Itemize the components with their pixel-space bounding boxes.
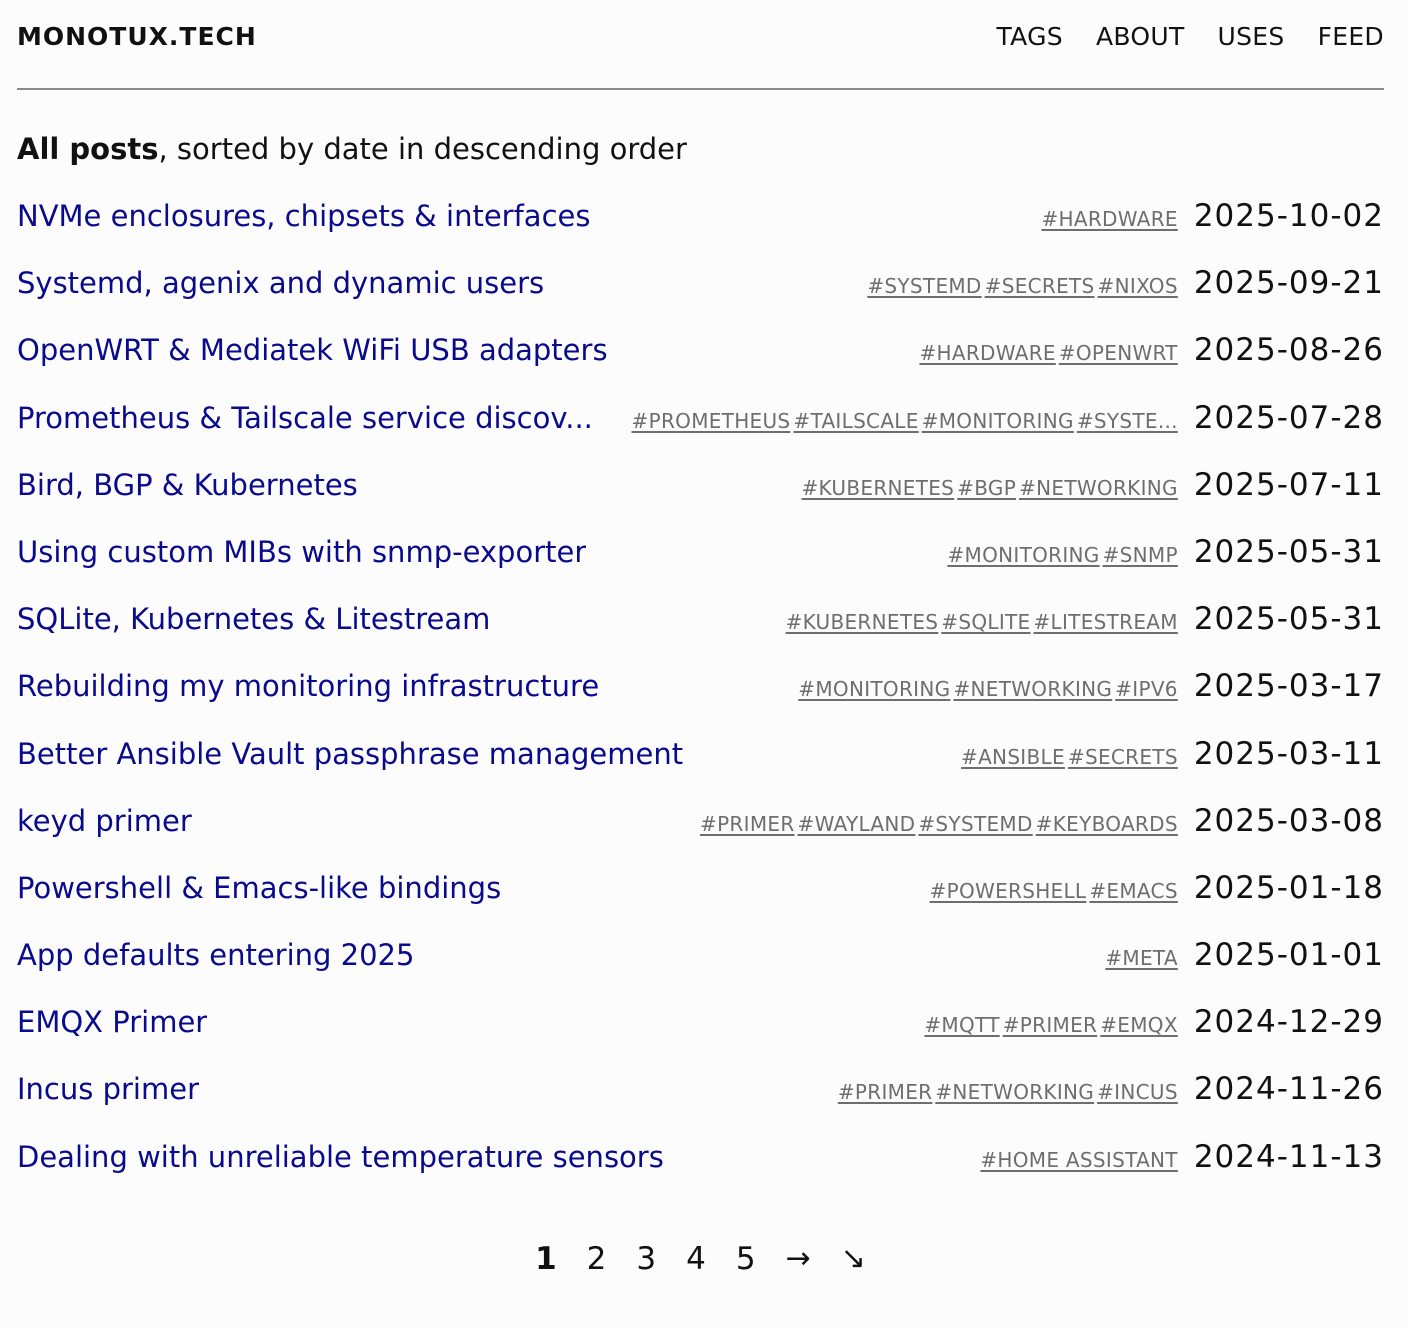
tag-link[interactable]: #HOME ASSISTANT <box>980 1147 1178 1172</box>
tag-link[interactable]: #META <box>1105 946 1178 971</box>
post-row <box>17 1139 1384 1206</box>
post-title-link[interactable]: Systemd, agenix and dynamic users <box>17 266 545 301</box>
nav-feed[interactable]: FEED <box>1317 22 1384 51</box>
tag-link[interactable]: #NETWORKING <box>953 677 1113 702</box>
tag-link[interactable]: #MQTT <box>924 1013 1000 1038</box>
post-row <box>17 668 1384 735</box>
post-title-link[interactable]: Prometheus & Tailscale service discov... <box>17 400 593 435</box>
tag-link[interactable]: #KUBERNETES <box>785 610 939 635</box>
post-date: 2025-05-31 <box>1193 533 1384 570</box>
post-date: 2024-11-26 <box>1193 1071 1384 1108</box>
nav-tags[interactable]: TAGS <box>996 22 1063 51</box>
intro-bold: All posts <box>17 132 159 166</box>
post-row <box>17 400 1384 467</box>
tag-link[interactable]: #SQLITE <box>941 610 1031 635</box>
post-tags <box>664 1148 1178 1172</box>
post-row <box>17 467 1384 534</box>
site-title-link[interactable]: MONOTUX.TECH <box>17 22 257 51</box>
tag-link[interactable]: #SNMP <box>1102 542 1178 567</box>
post-tags <box>683 745 1178 769</box>
post-tags <box>490 610 1177 634</box>
tag-link[interactable]: #OPENWRT <box>1058 341 1178 366</box>
post-date: 2025-03-17 <box>1193 668 1384 705</box>
post-tags <box>586 543 1178 567</box>
tag-link[interactable]: #SYSTEMD <box>918 811 1033 836</box>
post-date: 2025-03-11 <box>1193 735 1384 772</box>
post-title-link[interactable]: Using custom MIBs with snmp-exporter <box>17 534 587 569</box>
post-date: 2025-01-01 <box>1193 937 1384 974</box>
post-tags <box>192 812 1178 836</box>
post-title-link[interactable]: Incus primer <box>17 1072 199 1107</box>
post-date: 2025-07-28 <box>1193 399 1384 436</box>
post-tags <box>207 1013 1178 1037</box>
tag-link[interactable]: #MONITORING <box>947 542 1100 567</box>
tag-link[interactable]: #SECRETS <box>1067 744 1178 769</box>
tag-link[interactable]: #IPV6 <box>1115 677 1178 702</box>
post-date: 2025-07-11 <box>1193 466 1384 503</box>
tag-link[interactable]: #SYSTE... <box>1076 408 1178 433</box>
post-title-link[interactable]: keyd primer <box>17 803 192 838</box>
post-row <box>17 937 1384 1004</box>
post-date: 2025-01-18 <box>1193 869 1384 906</box>
post-date: 2025-10-02 <box>1193 198 1384 234</box>
intro-text: , sorted by date in descending order <box>158 132 687 166</box>
tag-link[interactable]: #BGP <box>957 475 1017 500</box>
tag-link[interactable]: #TAILSCALE <box>793 408 919 433</box>
post-date: 2025-08-26 <box>1193 332 1384 369</box>
post-row <box>17 803 1384 870</box>
page <box>17 0 1384 1279</box>
post-title-link[interactable]: Powershell & Emacs-like bindings <box>17 870 502 905</box>
tag-link[interactable]: #HARDWARE <box>1041 207 1178 231</box>
tag-link[interactable]: #SECRETS <box>984 274 1095 299</box>
last-page-arrow-icon[interactable]: ↘ <box>840 1240 866 1276</box>
tag-link[interactable]: #PROMETHEUS <box>631 408 791 433</box>
tag-link[interactable]: #MONITORING <box>798 677 951 702</box>
tag-link[interactable]: #PRIMER <box>700 811 795 836</box>
page-intro <box>17 131 1384 167</box>
post-date: 2024-11-13 <box>1193 1138 1384 1175</box>
post-row <box>17 1004 1384 1071</box>
top-nav <box>964 22 1384 52</box>
page-link-1[interactable]: 1 <box>535 1240 557 1277</box>
post-date: 2025-05-31 <box>1193 601 1384 638</box>
tag-link[interactable]: #LITESTREAM <box>1033 610 1178 635</box>
page-link-3[interactable]: 3 <box>636 1240 657 1277</box>
post-list <box>17 198 1384 1206</box>
post-tags <box>590 207 1177 231</box>
post-row <box>17 332 1384 399</box>
post-title-link[interactable]: Dealing with unreliable temperature sensors <box>17 1139 664 1174</box>
tag-link[interactable]: #NETWORKING <box>935 1080 1095 1105</box>
post-title-link[interactable]: NVMe enclosures, chipsets & interfaces <box>17 199 591 233</box>
tag-link[interactable]: #POWERSHELL <box>929 878 1087 903</box>
post-title-link[interactable]: OpenWRT & Mediatek WiFi USB adapters <box>17 333 608 368</box>
tag-link[interactable]: #INCUS <box>1097 1080 1178 1105</box>
page-link-4[interactable]: 4 <box>686 1240 706 1277</box>
pagination <box>17 1239 1384 1279</box>
post-tags <box>593 409 1178 433</box>
tag-link[interactable]: #NIXOS <box>1097 274 1178 299</box>
post-tags <box>608 341 1178 365</box>
post-date: 2025-09-21 <box>1193 265 1384 302</box>
tag-link[interactable]: #HARDWARE <box>919 341 1056 366</box>
post-title-link[interactable]: App defaults entering 2025 <box>17 938 415 973</box>
post-row <box>17 198 1384 265</box>
tag-link[interactable]: #KEYBOARDS <box>1035 811 1178 836</box>
tag-link[interactable]: #KUBERNETES <box>801 475 955 500</box>
post-row <box>17 601 1384 668</box>
tag-link[interactable]: #MONITORING <box>921 408 1074 433</box>
post-title-link[interactable]: Better Ansible Vault passphrase management <box>17 736 684 771</box>
nav-about[interactable]: ABOUT <box>1095 22 1185 51</box>
post-tags <box>358 476 1178 500</box>
tag-link[interactable]: #NETWORKING <box>1019 475 1178 500</box>
post-row <box>17 265 1384 332</box>
post-title-link[interactable]: Rebuilding my monitoring infrastructure <box>17 669 600 704</box>
post-title-link[interactable]: Bird, BGP & Kubernetes <box>17 467 358 502</box>
page-link-2[interactable]: 2 <box>586 1240 607 1277</box>
nav-uses[interactable]: USES <box>1217 22 1285 51</box>
tag-link[interactable]: #EMACS <box>1089 878 1178 903</box>
post-tags <box>599 677 1178 701</box>
tag-link[interactable]: #ANSIBLE <box>961 744 1065 769</box>
post-date: 2024-12-29 <box>1193 1004 1384 1041</box>
post-title-link[interactable]: EMQX Primer <box>17 1005 208 1040</box>
post-row <box>17 736 1384 803</box>
post-row <box>17 534 1384 601</box>
post-tags <box>199 1080 1178 1104</box>
post-tags <box>501 879 1178 903</box>
post-title-link[interactable]: SQLite, Kubernetes & Litestream <box>17 602 491 637</box>
post-row <box>17 870 1384 937</box>
tag-link[interactable]: #PRIMER <box>837 1080 933 1105</box>
tag-link[interactable]: #PRIMER <box>1002 1013 1098 1038</box>
post-date: 2025-03-08 <box>1193 802 1384 839</box>
post-tags <box>414 946 1177 970</box>
next-page-arrow-icon[interactable]: → <box>785 1240 811 1276</box>
post-row <box>17 1071 1384 1138</box>
tag-link[interactable]: #SYSTEMD <box>867 274 982 299</box>
post-tags <box>544 274 1178 298</box>
site-header <box>17 0 1384 90</box>
tag-link[interactable]: #WAYLAND <box>797 811 916 836</box>
page-link-5[interactable]: 5 <box>735 1240 756 1277</box>
tag-link[interactable]: #EMQX <box>1100 1013 1178 1038</box>
